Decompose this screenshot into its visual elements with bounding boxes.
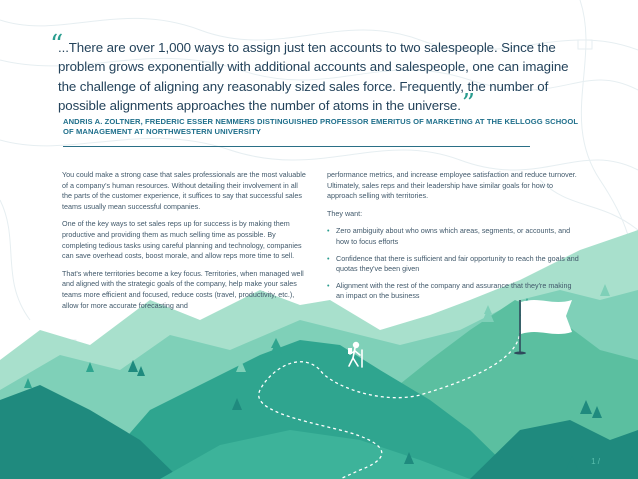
body-paragraph: performance metrics, and increase employee satisfaction and reduce turnover. Ultimately, sales reps and their leadership have similar goals for how to approach selling with territories.: [327, 170, 577, 201]
body-paragraph: That's where territories become a key focus. Territories, when managed well and aligned with the strategic goals of the company, help make your sales teams more efficient and focused, reduce costs (travel, productivity, etc.), allow for more accurate forecasting and: [62, 268, 304, 310]
close-quote-mark: ”: [461, 89, 475, 120]
body-paragraph: You could make a strong case that sales professionals are the most valuable of a company's human resources. Without detailing their involvement in all the parts of the customer experience, it suffices to say that successful sales teams usually mean successful companies.: [62, 170, 306, 211]
quote-body: ...There are over 1,000 ways to assign just ten accounts to two salespeople. Since the problem grows exponentially with additional accounts and salespeople, one can imagine the challenge of aligning any reasonably sized sales force. Frequently, the number of possible alignments approaches the number of atoms in the universe.: [58, 40, 569, 114]
list-item: • Confidence that there is sufficient and fair opportunity to reach the goals and quotas they've been given: [327, 254, 579, 275]
list-item: • Alignment with the rest of the company and assurance that they're making an impact on the business: [327, 281, 579, 302]
left-column: [62, 170, 307, 318]
page-number: 1 /: [591, 457, 600, 466]
quote-attribution: ANDRIS A. ZOLTNER, FREDERIC ESSER NEMMERS DISTINGUISHED PROFESSOR EMERITUS OF MARKETING AT THE KELLOGG SCHOOL OF MANAGEMENT AT NORTHWESTERN UNIVERSITY: [63, 117, 578, 136]
quote-text: [58, 38, 588, 120]
divider: [63, 146, 530, 147]
right-column: [327, 170, 579, 308]
open-quote-mark: “: [50, 30, 64, 60]
list-intro: They want:: [327, 208, 363, 218]
body-paragraph: One of the key ways to set sales reps up for success is by making them productive and providing them as much selling time as possible. By completing tedious tasks using careful planning and technology, companies can save overhead costs, boost morale, and allow reps more time to sell.: [62, 219, 302, 261]
pull-quote: [50, 30, 588, 120]
list-item: • Zero ambiguity about who owns which areas, segments, or accounts, and how to focus efforts: [327, 226, 579, 247]
bullet-list: [327, 226, 579, 302]
